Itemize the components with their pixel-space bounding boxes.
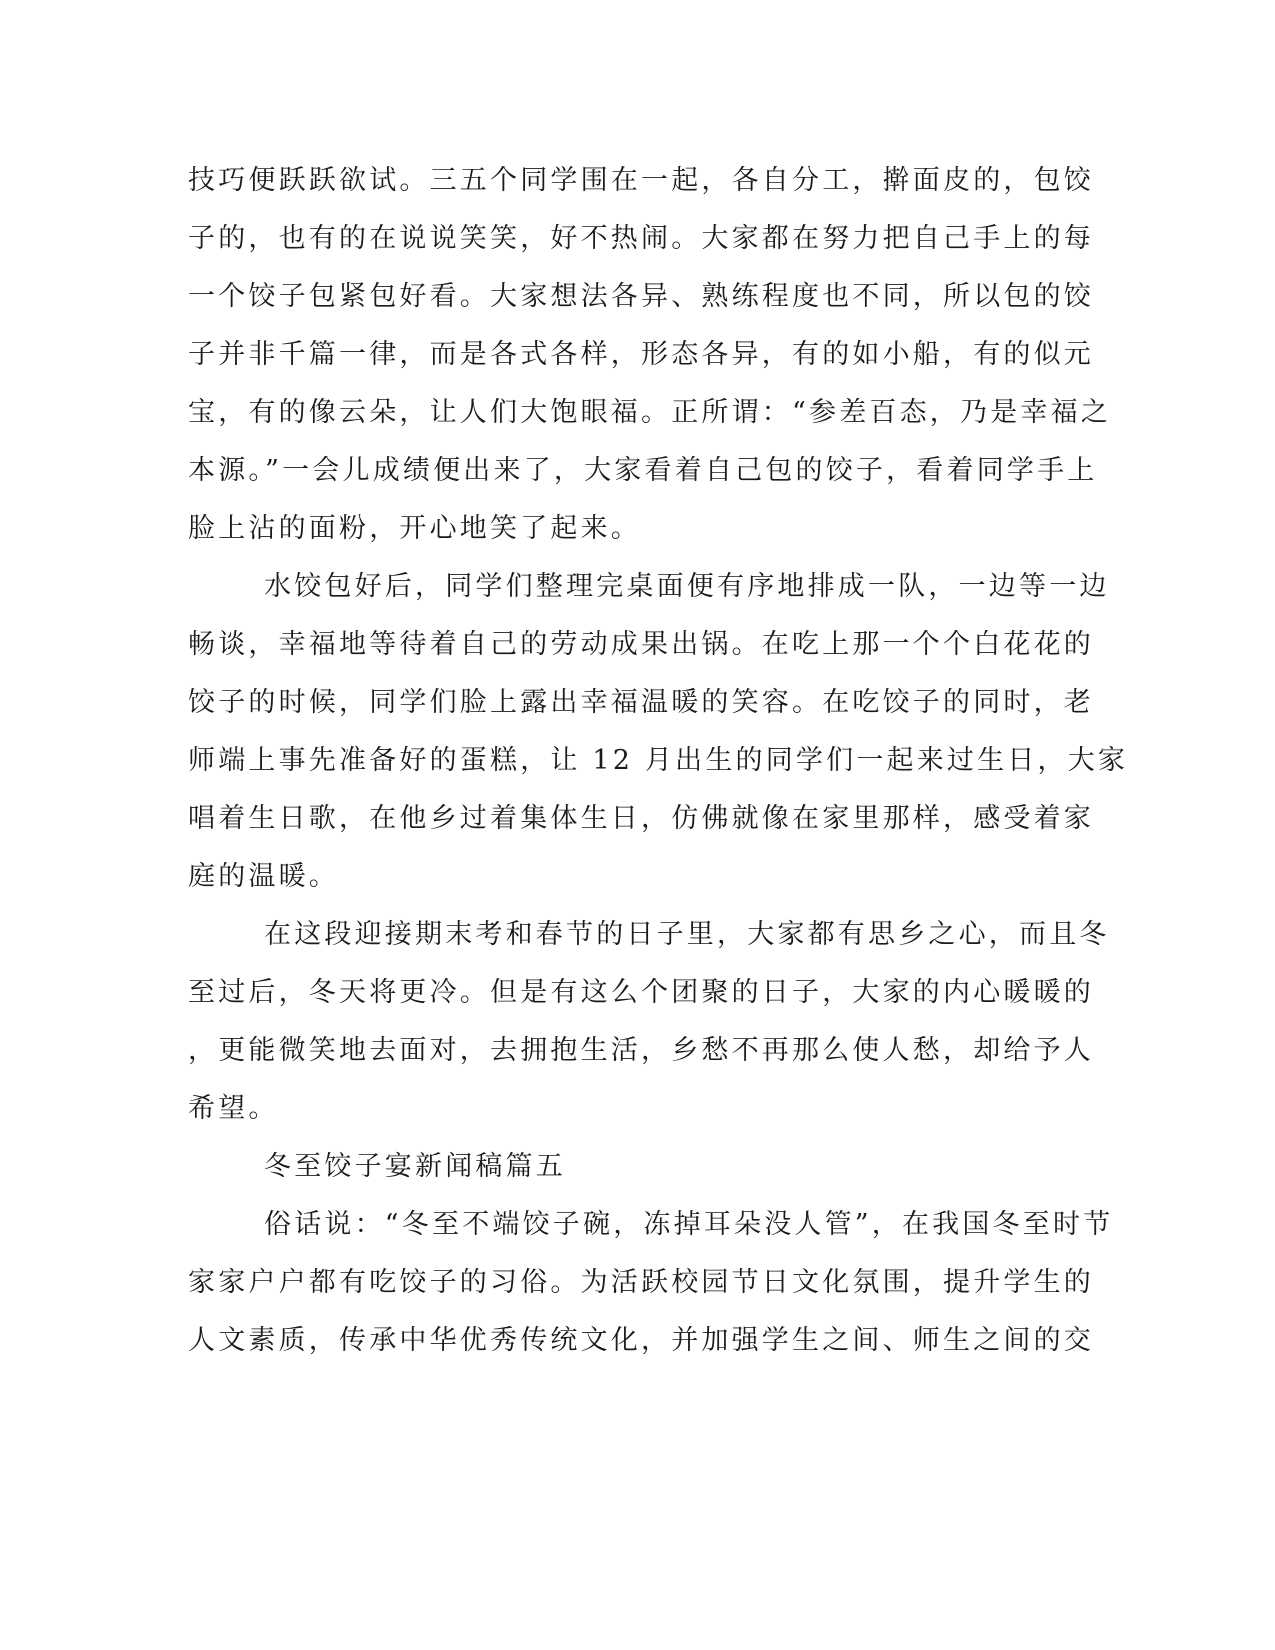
text-line-20: 家家户户都有吃饺子的习俗。为活跃校园节日文化氛围，提升学生的 [188,1267,1094,1298]
text-line-11: 师端上事先准备好的蛋糕，让 12 月出生的同学们一起来过生日，大家 [188,745,1129,776]
text-line-21: 人文素质，传承中华优秀传统文化，并加强学生之间、师生之间的交 [188,1325,1094,1356]
text-line-12: 唱着生日歌，在他乡过着集体生日，仿佛就像在家里那样，感受着家 [188,803,1094,834]
text-line-19: 俗话说：“冬至不端饺子碗，冻掉耳朵没人管”，在我国冬至时节 [264,1209,1114,1240]
text-line-3: 一个饺子包紧包好看。大家想法各异、熟练程度也不同，所以包的饺 [188,281,1094,312]
text-line-15: 至过后，冬天将更冷。但是有这么个团聚的日子，大家的内心暖暖的 [188,977,1094,1008]
text-line-5: 宝，有的像云朵，让人们大饱眼福。正所谓：“参差百态，乃是幸福之 [188,397,1112,428]
text-line-13: 庭的温暖。 [188,861,339,892]
text-line-14: 在这段迎接期末考和春节的日子里，大家都有思乡之心，而且冬 [264,919,1110,950]
text-line-2: 子的，也有的在说说笑笑，好不热闹。大家都在努力把自己手上的每 [188,223,1094,254]
section-heading: 冬至饺子宴新闻稿篇五 [264,1151,566,1182]
text-line-4: 子并非千篇一律，而是各式各样，形态各异，有的如小船，有的似元 [188,339,1094,370]
text-line-17: 希望。 [188,1093,279,1124]
text-line-8: 水饺包好后，同学们整理完桌面便有序地排成一队，一边等一边 [264,571,1110,602]
text-line-16: ，更能微笑地去面对，去拥抱生活，乡愁不再那么使人愁，却给予人 [188,1035,1094,1066]
text-line-10: 饺子的时候，同学们脸上露出幸福温暖的笑容。在吃饺子的同时，老 [188,687,1094,718]
text-line-1: 技巧便跃跃欲试。三五个同学围在一起，各自分工，擀面皮的，包饺 [188,165,1094,196]
text-line-6: 本源。”一会儿成绩便出来了，大家看着自己包的饺子，看着同学手上 [188,455,1098,486]
text-line-9: 畅谈，幸福地等待着自己的劳动成果出锅。在吃上那一个个白花花的 [188,629,1094,660]
text-line-7: 脸上沾的面粉，开心地笑了起来。 [188,513,641,544]
